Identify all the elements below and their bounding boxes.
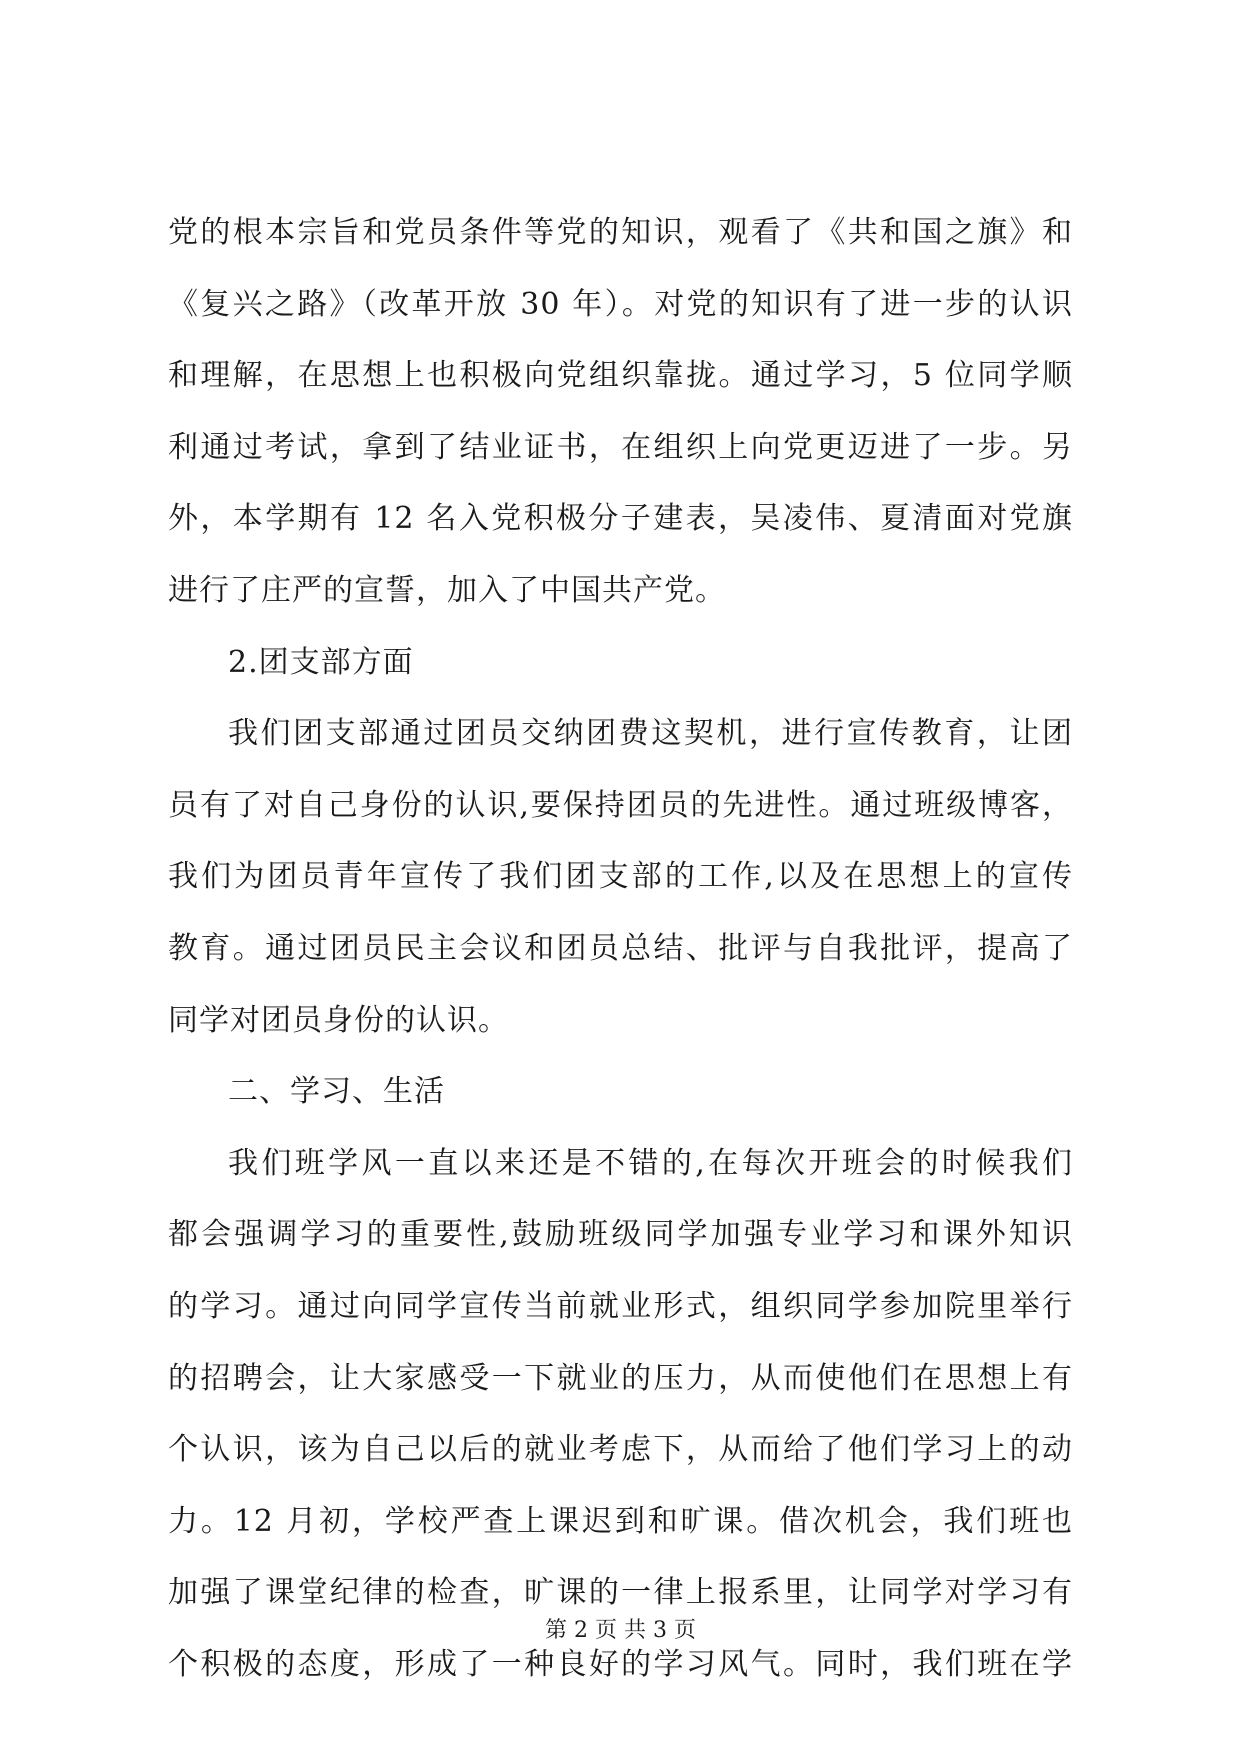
text-line: 教育。通过团员民主会议和团员总结、批评与自我批评，提高了 xyxy=(168,931,1073,966)
text-line: 进行了庄严的宣誓，加入了中国共产党。 xyxy=(168,573,726,608)
text-line: 我们为团员青年宣传了我们团支部的工作,以及在思想上的宣传 xyxy=(168,859,1073,894)
text-line: 个认识，该为自己以后的就业考虑下，从而给了他们学习上的动 xyxy=(168,1432,1073,1467)
text-line: 和理解，在思想上也积极向党组织靠拢。通过学习，5 位同学顺 xyxy=(168,358,1073,393)
text-line: 外，本学期有 12 名入党积极分子建表，吴凌伟、夏清面对党旗 xyxy=(168,501,1073,536)
text-line: 我们团支部通过团员交纳团费这契机，进行宣传教育，让团 xyxy=(228,716,1073,751)
text-line: 都会强调学习的重要性,鼓励班级同学加强专业学习和课外知识 xyxy=(168,1217,1073,1252)
text-line: 的招聘会，让大家感受一下就业的压力，从而使他们在思想上有 xyxy=(168,1361,1073,1396)
text-line: 力。12 月初，学校严查上课迟到和旷课。借次机会，我们班也 xyxy=(168,1504,1073,1539)
text-line: 个积极的态度，形成了一种良好的学习风气。同时，我们班在学 xyxy=(168,1647,1073,1682)
text-line: 《复兴之路》（改革开放 30 年）。对党的知识有了进一步的认识 xyxy=(168,287,1073,322)
text-line: 利通过考试，拿到了结业证书，在组织上向党更迈进了一步。另 xyxy=(168,430,1073,465)
page-footer: 第 2 页 共 3 页 xyxy=(545,1618,696,1643)
text-line: 二、学习、生活 xyxy=(228,1074,445,1109)
text-line: 党的根本宗旨和党员条件等党的知识，观看了《共和国之旗》和 xyxy=(168,215,1073,250)
text-line: 2.团支部方面 xyxy=(228,645,414,680)
text-line: 员有了对自己身份的认识,要保持团员的先进性。通过班级博客， xyxy=(168,788,1073,823)
text-line: 同学对团员身份的认识。 xyxy=(168,1003,509,1038)
text-line: 我们班学风一直以来还是不错的,在每次开班会的时候我们 xyxy=(228,1146,1073,1181)
text-line: 加强了课堂纪律的检查，旷课的一律上报系里，让同学对学习有 xyxy=(168,1575,1073,1610)
text-line: 的学习。通过向同学宣传当前就业形式，组织同学参加院里举行 xyxy=(168,1289,1073,1324)
